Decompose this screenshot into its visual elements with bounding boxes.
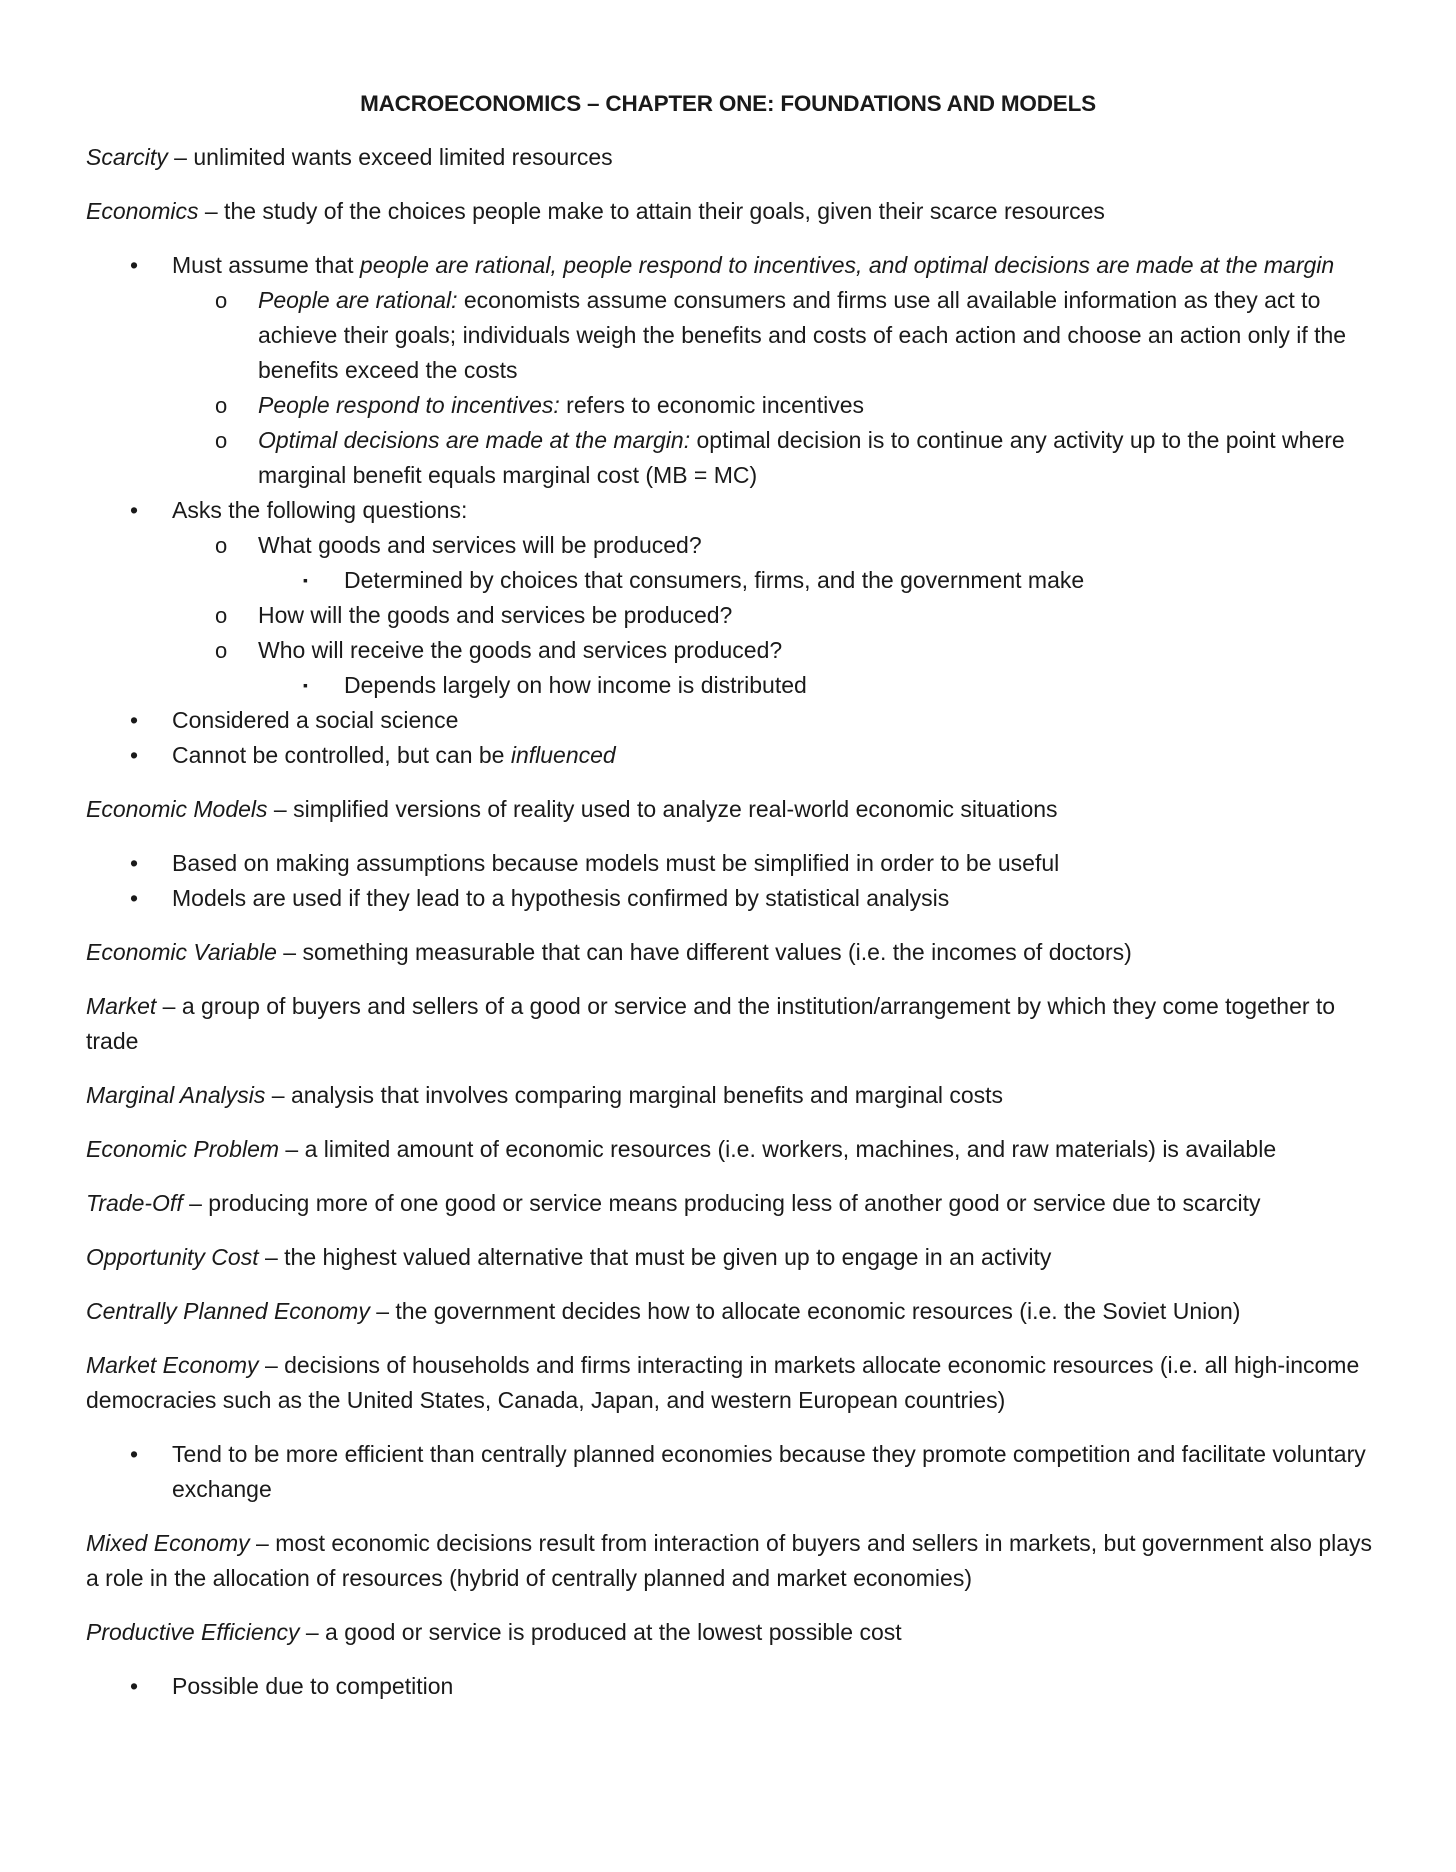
item-text: What goods and services will be produced? [258, 532, 702, 558]
definition-text: – decisions of households and firms interacting in markets allocate economic resources (i.e. all high-income democracies such as the United States, Canada, Japan, and western European countries) [86, 1352, 1360, 1413]
list-item [86, 846, 1376, 881]
item-italic-text: People are rational: [258, 287, 458, 313]
models-bullet-list [86, 846, 1376, 916]
definition-economic-variable [86, 935, 1376, 970]
sub-list [172, 283, 1376, 493]
list-item [86, 248, 1376, 493]
item-text: Possible due to competition [172, 1673, 454, 1699]
item-text: refers to economic incentives [559, 392, 865, 418]
item-text: Asks the following questions: [172, 497, 468, 523]
list-item [86, 738, 1376, 773]
item-text: Cannot be controlled, but can be [172, 742, 511, 768]
item-text: optimal decision is to continue any activity up to the point where marginal benefit equals marginal cost (MB = MC) [258, 427, 1345, 488]
definition-text: – something measurable that can have different values (i.e. the incomes of doctors) [276, 939, 1132, 965]
definition-text: – a good or service is produced at the lowest possible cost [299, 1619, 902, 1645]
list-item [86, 1669, 1376, 1704]
term: Mixed Economy [86, 1530, 250, 1556]
term: Productive Efficiency [86, 1619, 300, 1645]
market-economy-bullet-list [86, 1437, 1376, 1507]
definition-economics [86, 194, 1376, 229]
definition-mixed-economy [86, 1526, 1376, 1596]
term: Opportunity Cost [86, 1244, 259, 1270]
productive-efficiency-bullet-list [86, 1669, 1376, 1704]
item-text: How will the goods and services be produced? [258, 602, 733, 628]
sub-list-item [172, 598, 1376, 633]
term: Marginal Analysis [86, 1082, 266, 1108]
definition-text: – the highest valued alternative that must be given up to engage in an activity [258, 1244, 1052, 1270]
sub-list-item [172, 423, 1376, 493]
bullet-icon: o [215, 393, 228, 418]
term: Economics [86, 198, 199, 224]
sub-list-item [172, 283, 1376, 388]
item-text: economists assume consumers and firms use all available information as they act to achieve their goals; individuals weigh the benefits and costs of each action and choose an action only if the benefits exceed the costs [258, 287, 1347, 383]
item-text: Based on making assumptions because models must be simplified in order to be useful [172, 850, 1060, 876]
term: Trade-Off [86, 1190, 183, 1216]
bullet-icon: • [130, 1673, 139, 1699]
item-italic-text: People respond to incentives: [258, 392, 560, 418]
definition-opportunity-cost [86, 1240, 1376, 1275]
item-text: Must assume that [172, 252, 360, 278]
bullet-icon: o [215, 638, 228, 663]
definition-text: – unlimited wants exceed limited resources [167, 144, 613, 170]
document-body [86, 140, 1376, 1723]
definition-text: – a limited amount of economic resources (i.e. workers, machines, and raw materials) is available [279, 1136, 1277, 1162]
definition-scarcity [86, 140, 1376, 175]
definition-text: – the government decides how to allocate economic resources (i.e. the Soviet Union) [369, 1298, 1241, 1324]
bullet-icon: o [215, 533, 228, 558]
sub-sub-list-item [258, 563, 1376, 598]
sub-list-item [172, 528, 1376, 598]
definition-trade-off [86, 1186, 1376, 1221]
bullet-icon: • [130, 252, 139, 278]
definition-text: – a group of buyers and sellers of a good or service and the institution/arrangement by which they come together to trade [86, 993, 1336, 1054]
sub-sub-list [258, 668, 1376, 703]
bullet-icon: • [130, 742, 139, 768]
term: Centrally Planned Economy [86, 1298, 370, 1324]
item-italic-text: Optimal decisions are made at the margin: [258, 427, 691, 453]
definition-marginal-analysis [86, 1078, 1376, 1113]
bullet-icon: ▪ [303, 677, 308, 693]
bullet-icon: • [130, 707, 139, 733]
bullet-icon: • [130, 885, 139, 911]
definition-productive-efficiency [86, 1615, 1376, 1650]
list-item [86, 1437, 1376, 1507]
bullet-icon: ▪ [303, 572, 308, 588]
definition-text: – most economic decisions result from interaction of buyers and sellers in markets, but government also plays a role in the allocation of resources (hybrid of centrally planned and market economies) [86, 1530, 1373, 1591]
list-item [86, 881, 1376, 916]
term: Market [86, 993, 157, 1019]
term: Market Economy [86, 1352, 259, 1378]
page-title: MACROECONOMICS – CHAPTER ONE: FOUNDATIONS AND MODELS [360, 91, 1096, 116]
term: Scarcity [86, 144, 168, 170]
sub-sub-list [258, 563, 1376, 598]
bullet-icon: • [130, 1441, 139, 1467]
item-text: Considered a social science [172, 707, 459, 733]
sub-list-item [172, 633, 1376, 703]
item-text: Determined by choices that consumers, firms, and the government make [344, 567, 1085, 593]
bullet-icon: o [215, 288, 228, 313]
list-item [86, 703, 1376, 738]
sub-list-item [172, 388, 1376, 423]
item-italic-text: influenced [510, 742, 616, 768]
item-text: Who will receive the goods and services produced? [258, 637, 783, 663]
term: Economic Problem [86, 1136, 280, 1162]
definition-economic-problem [86, 1132, 1376, 1167]
definition-market-economy [86, 1348, 1376, 1418]
definition-text: – producing more of one good or service means producing less of another good or service due to scarcity [182, 1190, 1261, 1216]
definition-text: – analysis that involves comparing marginal benefits and marginal costs [265, 1082, 1004, 1108]
definition-market [86, 989, 1376, 1059]
bullet-icon: • [130, 850, 139, 876]
term: Economic Variable [86, 939, 277, 965]
term: Economic Models [86, 796, 268, 822]
item-text: Depends largely on how income is distributed [344, 672, 807, 698]
bullet-icon: o [215, 603, 228, 628]
definition-text: – simplified versions of reality used to analyze real-world economic situations [267, 796, 1058, 822]
definition-economic-models [86, 792, 1376, 827]
item-italic-text: people are rational, people respond to incentives, and optimal decisions are made at the margin [359, 252, 1335, 278]
bullet-icon: • [130, 497, 139, 523]
bullet-icon: o [215, 428, 228, 453]
sub-sub-list-item [258, 668, 1376, 703]
list-item [86, 493, 1376, 703]
economics-bullet-list [86, 248, 1376, 773]
sub-list [172, 528, 1376, 703]
item-text: Tend to be more efficient than centrally planned economies because they promote competition and facilitate voluntary exchange [172, 1441, 1366, 1502]
definition-centrally-planned-economy [86, 1294, 1376, 1329]
definition-text: – the study of the choices people make to attain their goals, given their scarce resources [198, 198, 1105, 224]
item-text: Models are used if they lead to a hypothesis confirmed by statistical analysis [172, 885, 950, 911]
